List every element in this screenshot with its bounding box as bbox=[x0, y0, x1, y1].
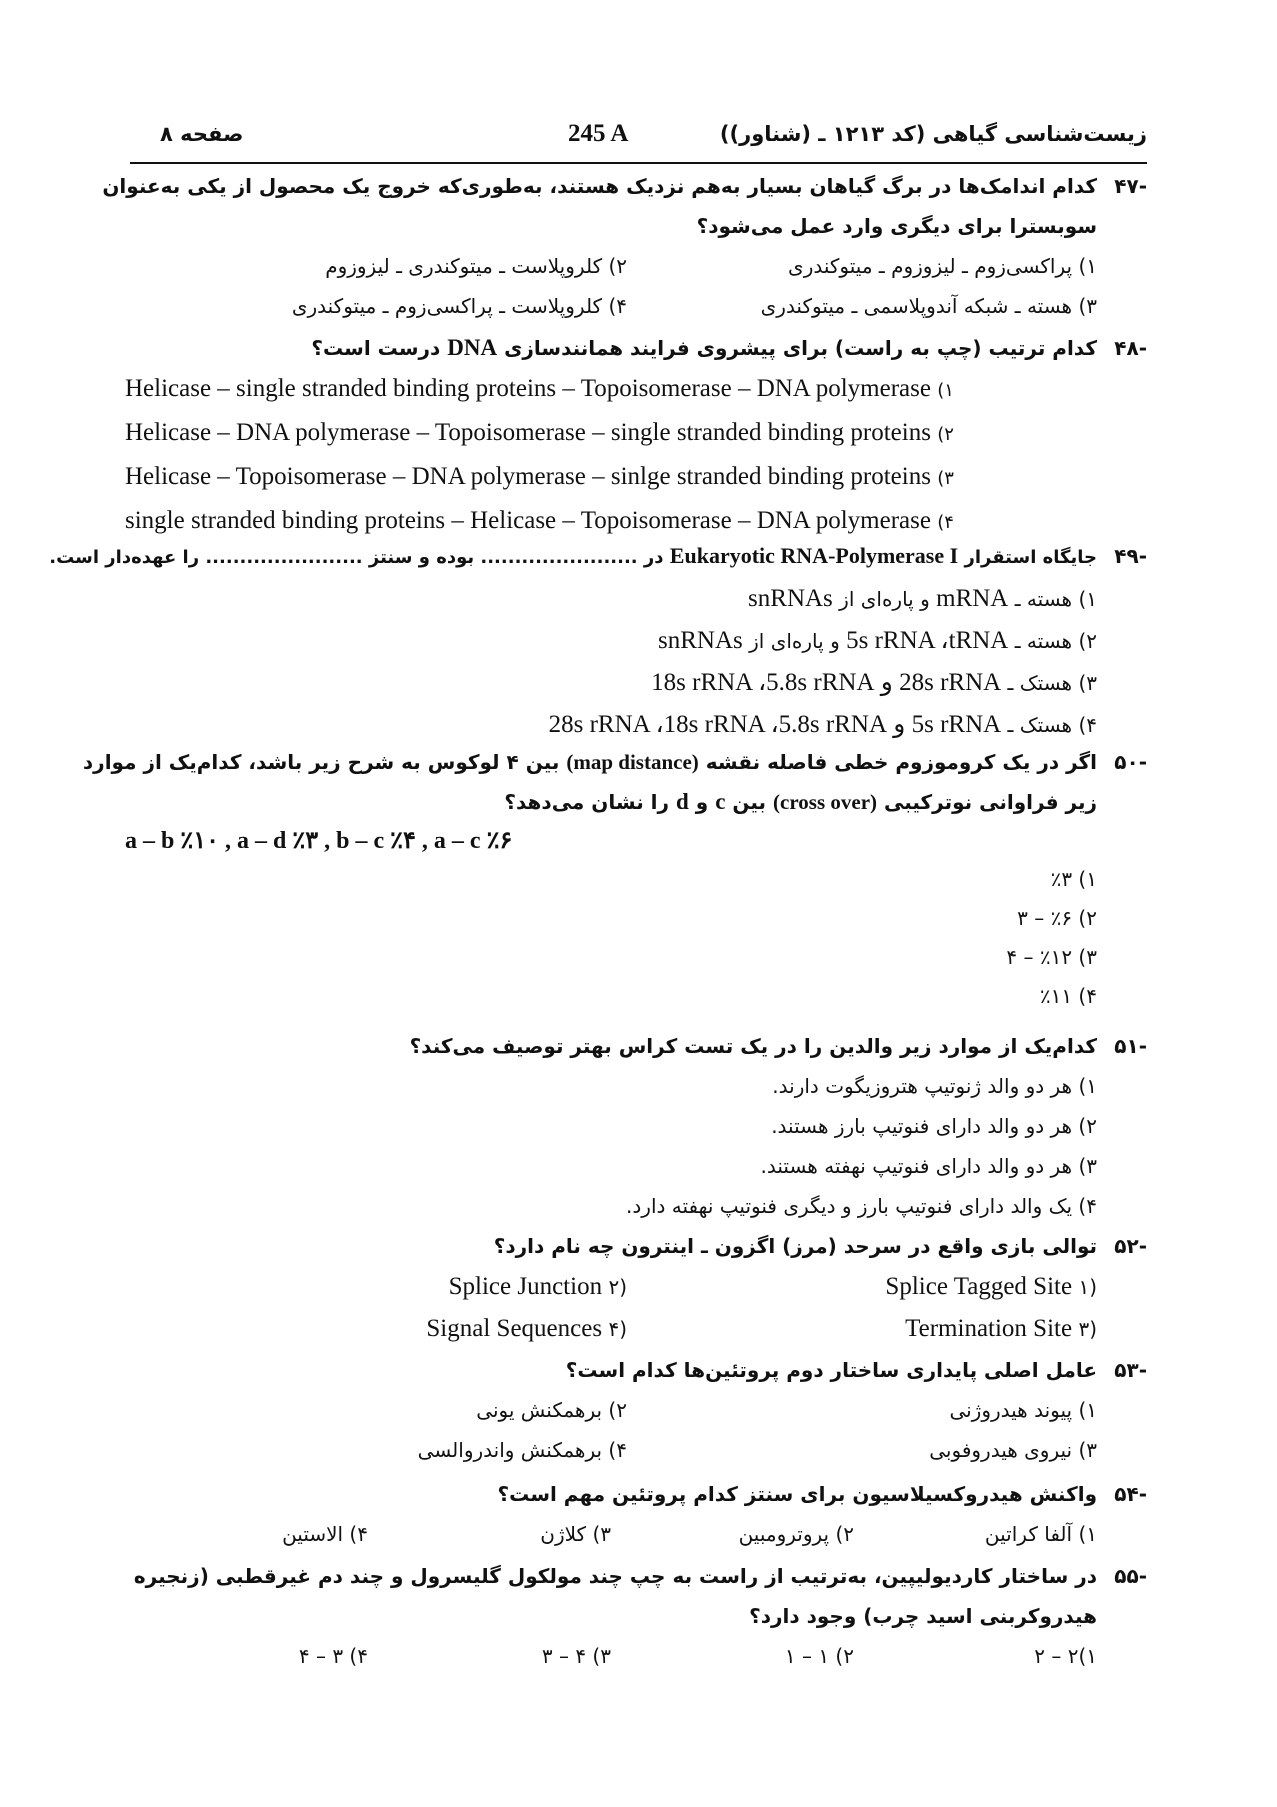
question-50-option-3: ۳) ٪۱۲ – ۴ bbox=[1006, 945, 1097, 969]
question-50-text-e: را نشان می‌دهد؟ bbox=[504, 790, 670, 814]
question-51-option-1: ۱) هر دو والد ژنوتیپ هتروزیگوت دارند. bbox=[772, 1074, 1097, 1098]
question-48-number: -۴۸ bbox=[1114, 336, 1147, 360]
question-47-number: -۴۷ bbox=[1114, 174, 1147, 198]
question-47 bbox=[102, 166, 1147, 326]
question-48-option-2 bbox=[125, 412, 1147, 456]
question-54-option-2: ۲) پروترومبین bbox=[738, 1522, 854, 1546]
question-51-number: -۵۱ bbox=[1114, 1034, 1147, 1058]
question-53-option-2: ۲) برهمکنش یونی bbox=[476, 1398, 627, 1422]
question-52-option-4-number: (۴ bbox=[608, 1317, 627, 1341]
question-50-option-1: ۱) ٪۳ bbox=[1050, 867, 1097, 891]
question-52-option-4-text: Signal Sequences bbox=[426, 1315, 603, 1342]
question-50-text-c: زیر فراوانی نوترکیبی bbox=[883, 790, 1097, 814]
page-header bbox=[160, 118, 1147, 158]
question-48-option-3-text: Helicase – Topoisomerase – DNA polymerase – sinlge stranded binding proteins bbox=[125, 463, 931, 490]
question-47-option-1: ۱) پراکسی‌زوم ـ لیزوزوم ـ میتوکندری bbox=[788, 254, 1097, 278]
question-53-options bbox=[125, 1390, 1097, 1470]
question-50-text-d: بین bbox=[732, 790, 767, 814]
question-52-option-1-number: (۱ bbox=[1078, 1275, 1097, 1299]
question-48-option-3 bbox=[125, 456, 1147, 500]
question-48-option-3-number: (۳ bbox=[937, 468, 954, 489]
question-49-option-1-d: snRNAs bbox=[748, 585, 833, 612]
question-54-text: واکنش هیدروکسیلاسیون برای سنتز کدام پروتئین مهم است؟ bbox=[497, 1482, 1097, 1506]
header-page-number: صفحه ۸ bbox=[160, 122, 244, 146]
question-50-stem-line1 bbox=[82, 742, 1147, 782]
question-50-text-locus-c: c bbox=[715, 789, 726, 814]
question-55-options bbox=[125, 1636, 1097, 1676]
question-50-text-b: بین ۴ لوکوس به شرح زیر باشد، کدام‌یک از موارد bbox=[82, 750, 560, 774]
question-47-stem bbox=[102, 166, 1147, 206]
question-49-option-4-a: ۴) هستک ـ bbox=[1007, 713, 1097, 737]
question-52-option-3-number: (۳ bbox=[1078, 1317, 1097, 1341]
question-52-option-1 bbox=[627, 1266, 1097, 1308]
question-54-option-1: ۱) آلفا کراتین bbox=[984, 1522, 1097, 1546]
question-49-option-2 bbox=[125, 620, 1097, 662]
question-51-stem bbox=[125, 1026, 1147, 1066]
question-47-option-4: ۴) کلروپلاست ـ پراکسی‌زوم ـ میتوکندری bbox=[291, 294, 627, 318]
question-50-stem-line2 bbox=[125, 782, 1147, 822]
question-54-options bbox=[125, 1514, 1097, 1554]
question-55-option-3: ۳) ۴ – ۳ bbox=[541, 1644, 611, 1668]
question-48-option-1-number: (۱ bbox=[937, 380, 954, 401]
question-49-number: -۴۹ bbox=[1114, 544, 1147, 568]
question-53-option-4: ۴) برهمکنش واندروالسی bbox=[417, 1438, 627, 1462]
question-48-option-4-text: single stranded binding proteins – Helicase – Topoisomerase – DNA polymerase bbox=[125, 507, 931, 534]
question-54-stem bbox=[125, 1474, 1147, 1514]
question-49 bbox=[49, 536, 1147, 746]
question-49-option-4 bbox=[125, 704, 1097, 746]
question-49-option-2-c: و پاره‌ای از bbox=[749, 629, 840, 653]
question-48-stem bbox=[125, 328, 1147, 368]
question-47-text-line1: کدام اندامک‌ها در برگ گیاهان بسیار به‌هم نزدیک هستند، به‌طوری‌که خروج یک محصول از یکی به‌عنوان bbox=[102, 174, 1097, 198]
question-50-option-2: ۲) ٪۶ – ۳ bbox=[1017, 906, 1097, 930]
question-49-option-1-b: mRNA bbox=[936, 585, 1009, 612]
question-50-text-a: اگر در یک کروموزوم خطی فاصله نقشه bbox=[705, 750, 1097, 774]
question-51-options bbox=[125, 1066, 1097, 1226]
question-49-option-3 bbox=[125, 662, 1097, 704]
question-52-option-4 bbox=[157, 1308, 627, 1350]
question-53-option-3: ۳) نیروی هیدروفوبی bbox=[929, 1438, 1097, 1462]
question-51-text: کدام‌یک از موارد زیر والدین را در یک تست کراس بهتر توصیف می‌کند؟ bbox=[409, 1034, 1097, 1058]
question-55-option-4: ۴) ۳ – ۴ bbox=[298, 1644, 368, 1668]
question-52-option-2-text: Splice Junction bbox=[448, 1273, 603, 1300]
question-47-text-line2: سوبسترا برای دیگری وارد عمل می‌شود؟ bbox=[696, 214, 1097, 238]
question-50-option-4: ۴) ٪۱۱ bbox=[1039, 984, 1097, 1008]
question-52-number: -۵۲ bbox=[1114, 1234, 1147, 1258]
question-55-number: -۵۵ bbox=[1114, 1564, 1147, 1588]
question-55-stem bbox=[125, 1556, 1147, 1596]
question-48-text-dna: DNA bbox=[447, 335, 498, 360]
question-49-text-b: در ....................... بوده و سنتز ....................... را عهده‌دار است. bbox=[49, 547, 664, 568]
question-52-option-3-text: Termination Site bbox=[905, 1315, 1073, 1342]
question-50-number: -۵۰ bbox=[1114, 750, 1147, 774]
question-50-text-cross-over: (cross over) bbox=[773, 790, 878, 814]
question-50 bbox=[82, 742, 1147, 1016]
question-53 bbox=[125, 1350, 1147, 1470]
question-53-number: -۵۳ bbox=[1114, 1358, 1147, 1382]
question-53-text: عامل اصلی پایداری ساختار دوم پروتئین‌ها کدام است؟ bbox=[565, 1358, 1097, 1382]
question-49-text-a: جایگاه استقرار bbox=[964, 547, 1097, 568]
question-52-options bbox=[125, 1266, 1097, 1350]
question-55 bbox=[125, 1556, 1147, 1676]
question-47-option-2: ۲) کلروپلاست ـ میتوکندری ـ لیزوزوم bbox=[325, 254, 627, 278]
question-49-option-2-b: 5s rRNA ،tRNA bbox=[846, 627, 1009, 654]
question-52-text: توالی بازی واقع در سرحد (مرز) اگزون ـ اینترون چه نام دارد؟ bbox=[493, 1234, 1097, 1258]
question-52-stem bbox=[125, 1226, 1147, 1266]
question-54-number: -۵۴ bbox=[1114, 1482, 1147, 1506]
question-52 bbox=[125, 1226, 1147, 1350]
question-48-option-4-number: (۴ bbox=[937, 512, 954, 533]
question-48-text-a: کدام ترتیب (چپ به راست) برای پیشروی فرایند همانندسازی bbox=[504, 336, 1097, 360]
header-divider bbox=[130, 162, 1147, 164]
question-48 bbox=[125, 328, 1147, 544]
question-52-option-2 bbox=[157, 1266, 627, 1308]
question-48-option-2-number: (۲ bbox=[937, 424, 954, 445]
question-50-distances: a – b ٪۱۰ , a – d ٪۳ , b – c ٪۴ , a – c ٪۶ bbox=[125, 828, 513, 854]
question-49-option-1-c: و پاره‌ای از bbox=[839, 587, 930, 611]
question-50-text-and: و bbox=[695, 790, 709, 814]
question-55-option-1: ۱)۲ – ۲ bbox=[1034, 1644, 1097, 1668]
question-55-option-2: ۲) ۱ – ۱ bbox=[784, 1644, 854, 1668]
question-54-option-4: ۴) الاستین bbox=[282, 1522, 368, 1546]
question-52-option-2-number: (۲ bbox=[608, 1275, 627, 1299]
question-55-text-line2: هیدروکربنی اسید چرب) وجود دارد؟ bbox=[749, 1604, 1097, 1628]
question-48-option-1 bbox=[125, 368, 1147, 412]
question-54-option-3: ۳) کلاژن bbox=[540, 1522, 611, 1546]
question-53-option-1: ۱) پیوند هیدروژنی bbox=[949, 1398, 1097, 1422]
header-course-title: زیست‌شناسی گیاهی (کد ۱۲۱۳ ـ (شناور)) bbox=[719, 122, 1147, 146]
question-54 bbox=[125, 1474, 1147, 1554]
question-49-option-2-a: ۲) هسته ـ bbox=[1014, 629, 1097, 653]
question-49-options bbox=[125, 578, 1097, 746]
question-53-stem bbox=[125, 1350, 1147, 1390]
question-55-text-line1: در ساختار کاردیولیپین، به‌ترتیب از راست به چپ چند مولکول گلیسرول و چند دم غیرقطبی (زنجیره bbox=[133, 1564, 1097, 1588]
question-48-text-b: درست است؟ bbox=[311, 336, 441, 360]
question-51-option-4: ۴) یک والد دارای فنوتیپ بارز و دیگری فنوتیپ نهفته دارد. bbox=[626, 1194, 1097, 1218]
question-49-stem bbox=[49, 536, 1147, 578]
question-49-option-2-d: snRNAs bbox=[658, 627, 743, 654]
question-49-option-1-a: ۱) هسته ـ bbox=[1014, 587, 1097, 611]
question-49-option-1 bbox=[125, 578, 1097, 620]
header-booklet-code: 245 A bbox=[568, 120, 629, 147]
question-49-option-3-b: 28s rRNA و 18s rRNA ،5.8s rRNA bbox=[651, 669, 1002, 696]
question-50-options bbox=[125, 860, 1097, 1016]
question-47-option-3: ۳) هسته ـ شبکه آندوپلاسمی ـ میتوکندری bbox=[760, 294, 1097, 318]
question-49-option-4-b: 5s rRNA و 28s rRNA ،18s rRNA ،5.8s rRNA bbox=[548, 711, 1002, 738]
question-49-option-3-a: ۳) هستک ـ bbox=[1007, 671, 1097, 695]
question-48-option-2-text: Helicase – DNA polymerase – Topoisomerase – single stranded binding proteins bbox=[125, 419, 931, 446]
question-52-option-1-text: Splice Tagged Site bbox=[885, 1273, 1073, 1300]
question-50-text-map-distance: (map distance) bbox=[566, 750, 699, 774]
question-52-option-3 bbox=[627, 1308, 1097, 1350]
question-50-text-locus-d: d bbox=[676, 789, 689, 814]
question-51-option-3: ۳) هر دو والد دارای فنوتیپ نهفته هستند. bbox=[760, 1154, 1097, 1178]
question-51 bbox=[125, 1026, 1147, 1226]
question-48-option-1-text: Helicase – single stranded binding proteins – Topoisomerase – DNA polymerase bbox=[125, 375, 931, 402]
question-47-options bbox=[125, 246, 1097, 326]
question-51-option-2: ۲) هر دو والد دارای فنوتیپ بارز هستند. bbox=[771, 1114, 1097, 1138]
question-49-text-enzyme: Eukaryotic RNA-Polymerase I bbox=[669, 543, 959, 568]
